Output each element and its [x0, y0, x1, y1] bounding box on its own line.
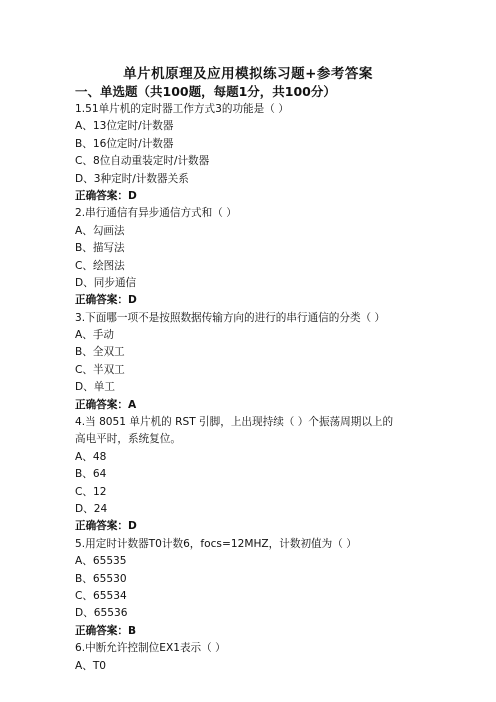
option-d: D、65536 — [75, 607, 128, 620]
option-b: B、描写法 — [75, 242, 125, 255]
option-a: A、T0 — [75, 659, 107, 672]
option-d: D、3种定时/计数器关系 — [75, 172, 189, 185]
option-b: B、16位定时/计数器 — [75, 137, 174, 150]
question-stem: 3.下面哪一项不是按照数据传输方向的进行的串行通信的分类（ ） — [75, 311, 386, 324]
document-title: 单片机原理及应用模拟练习题+参考答案 — [123, 66, 373, 82]
question-stem: 5.用定时计数器T0计数6，focs=12MHZ，计数初值为（ ） — [75, 537, 357, 550]
question-stem: 2.串行通信有异步通信方式和（ ） — [75, 207, 237, 220]
option-c: C、12 — [75, 485, 107, 498]
question-list — [75, 101, 430, 675]
correct-answer: 正确答案：B — [75, 624, 137, 637]
option-b: B、65530 — [75, 572, 127, 585]
correct-answer: 正确答案：D — [75, 189, 137, 202]
option-a: A、48 — [75, 450, 107, 463]
option-d: D、24 — [75, 502, 108, 515]
option-b: B、64 — [75, 468, 107, 481]
option-c: C、65534 — [75, 589, 127, 602]
option-d: D、同步通信 — [75, 276, 137, 289]
question-stem-line-1: 4.当 8051 单片机的 RST 引脚，上出现持续（ ）个振荡周期以上的 — [75, 416, 394, 429]
option-c: C、绘图法 — [75, 259, 125, 272]
option-d: D、单工 — [75, 381, 115, 394]
question-stem-line-2: 高电平时，系统复位。 — [75, 433, 181, 446]
option-b: B、全双工 — [75, 346, 125, 359]
option-a: A、勾画法 — [75, 224, 125, 237]
correct-answer: 正确答案：D — [75, 294, 137, 307]
option-c: C、8位自动重装定时/计数器 — [75, 155, 210, 168]
question-stem: 6.中断允许控制位EX1表示（ ） — [75, 642, 226, 655]
correct-answer: 正确答案：A — [75, 398, 137, 411]
option-a: A、13位定时/计数器 — [75, 120, 174, 133]
option-a: A、65535 — [75, 555, 127, 568]
option-c: C、半双工 — [75, 363, 125, 376]
correct-answer: 正确答案：D — [75, 520, 137, 533]
section-heading: 一、单选题（共100题，每题1分，共100分） — [75, 84, 336, 99]
question-stem: 1.51单片机的定时器工作方式3的功能是（ ） — [75, 103, 289, 115]
option-a: A、手动 — [75, 329, 115, 342]
